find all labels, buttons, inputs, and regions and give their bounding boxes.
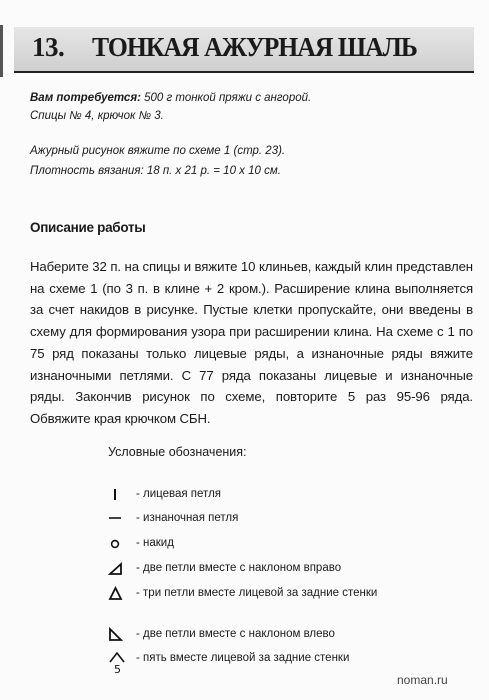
legend-title: Условные обозначения: (108, 445, 247, 459)
gauge-line: Плотность вязания: 18 п. х 21 р. = 10 х 10 см. (30, 165, 281, 177)
legend-text: - изнаночная петля (136, 512, 239, 524)
k5tog-icon (108, 650, 132, 676)
legend-text: - две петли вместе с наклоном влево (136, 628, 335, 640)
k2tog-left-icon (108, 626, 128, 644)
description-title: Описание работы (30, 220, 146, 235)
materials-text: 500 г тонкой пряжи с ангорой. (140, 92, 312, 104)
yarn-over-icon (108, 535, 128, 553)
pattern-line: Ажурный рисунок вяжите по схеме 1 (стр. 23). (30, 145, 286, 157)
materials-line (30, 92, 311, 104)
knit-stitch-icon (108, 486, 128, 504)
purl-stitch-icon (108, 510, 128, 528)
materials-label: Вам потребуется: (30, 92, 141, 104)
k5tog-badge: 5 (114, 663, 121, 676)
k3tog-icon (108, 585, 128, 603)
watermark: noman.ru (397, 673, 448, 687)
legend-text: - три петли вместе лицевой за задние стенки (136, 587, 378, 599)
left-margin-rule (0, 25, 3, 77)
chapter-header (14, 27, 474, 75)
description-text: Наберите 32 п. на спицы и вяжите 10 клиньев, каждый клин представлен на схеме 1 (по 3 п. в клине + 2 кром.). Расширение клина выполняется за счет накидов в рисунке. Пустые клетки пропускайте, они введены в схему для формирования узора при расширении клина. На схеме с 1 по 75 ряд показаны только лицевые ряды, а изнаночные ряды вяжите изнаночными петлями. С 77 ряда показаны лицевые и изнаночные ряды. Закончив рисунок по схеме, повторите 5 раз 95-96 ряда. Обвяжите края крючком СБН. (30, 259, 473, 426)
k2tog-right-icon (108, 560, 128, 578)
legend-text: - лицевая петля (136, 488, 222, 500)
needles-line: Спицы № 4, крючок № 3. (30, 110, 164, 122)
legend-text: - две петли вместе с наклоном вправо (136, 562, 342, 574)
chapter-number: 13. (32, 32, 65, 62)
chapter-title: ТОНКАЯ АЖУРНАЯ ШАЛЬ (92, 32, 417, 62)
legend-text: - накид (136, 537, 174, 549)
legend-text: - пять вместе лицевой за задние стенки (136, 652, 350, 664)
